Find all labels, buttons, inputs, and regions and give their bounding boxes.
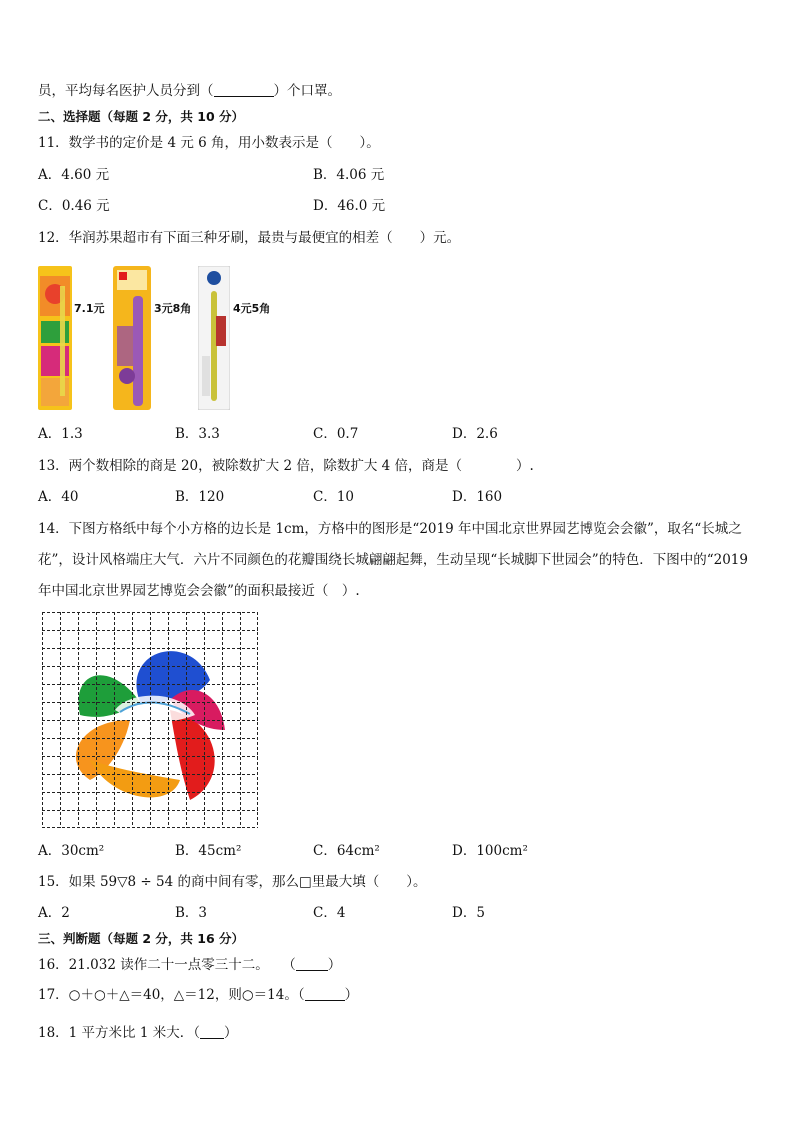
q12-option-c[interactable]: C．0.7 xyxy=(313,426,359,442)
grid-figure xyxy=(42,612,258,828)
toothbrush-package-2 xyxy=(113,266,151,410)
question-11: 11．数学书的定价是 4 元 6 角，用小数表示是（ ）。 xyxy=(38,135,380,151)
question-14-line-2: 花”，设计风格端庄大气．六片不同颜色的花瓣围绕长城翩翩起舞，生动呈现“长城脚下世园会”的特色．下图中的“2019 xyxy=(38,552,748,568)
q10-text: 员，平均每名医护人员分到（ xyxy=(38,83,214,99)
toothbrush-package-1 xyxy=(38,266,72,410)
question-12: 12．华润苏果超市有下面三种牙刷，最贵与最便宜的相差（ ）元。 xyxy=(38,230,461,246)
q10-tail xyxy=(38,82,341,100)
question-18 xyxy=(38,1024,237,1042)
q16-text: 16．21.032 读作二十一点零三十二。 （ xyxy=(38,957,296,973)
price-label-2: 3元8角 xyxy=(154,302,192,315)
question-13: 13．两个数相除的商是 20，被除数扩大 2 倍，除数扩大 4 倍，商是（ ）. xyxy=(38,458,534,474)
q15-option-d[interactable]: D．5 xyxy=(452,905,485,921)
section-heading-choice: 二、选择题（每题 2 分，共 10 分） xyxy=(38,109,245,124)
q11-option-d[interactable]: D．46.0 元 xyxy=(313,198,386,214)
question-15: 15．如果 59▽8 ÷ 54 的商中间有零，那么□里最大填（ ）。 xyxy=(38,874,427,890)
q16-close: ） xyxy=(327,957,342,973)
q17-close: ） xyxy=(344,987,359,1003)
question-17 xyxy=(38,986,358,1004)
q13-option-c[interactable]: C．10 xyxy=(313,489,355,505)
price-label-3: 4元5角 xyxy=(233,302,271,315)
q12-option-b[interactable]: B．3.3 xyxy=(175,426,220,442)
q18-close: ） xyxy=(223,1025,238,1041)
toothbrush-package-3 xyxy=(198,266,230,410)
q14-option-a[interactable]: A．30cm² xyxy=(38,843,105,859)
q15-option-c[interactable]: C．4 xyxy=(313,905,346,921)
section-heading-judgement: 三、判断题（每题 2 分，共 16 分） xyxy=(38,931,245,946)
q14-option-d[interactable]: D．100cm² xyxy=(452,843,528,859)
q13-option-d[interactable]: D．160 xyxy=(452,489,503,505)
q11-option-b[interactable]: B．4.06 元 xyxy=(313,167,385,183)
q11-option-a[interactable]: A．4.60 元 xyxy=(38,167,110,183)
q16-answer-blank[interactable] xyxy=(296,956,328,971)
question-14-line-3: 年中国北京世界园艺博览会会徽”的面积最接近（ ）. xyxy=(38,583,360,599)
q12-option-a[interactable]: A．1.3 xyxy=(38,426,83,442)
q11-option-c[interactable]: C．0.46 元 xyxy=(38,198,110,214)
question-14-line-1: 14．下图方格纸中每个小方格的边长是 1cm，方格中的图形是“2019 年中国北京世界园艺博览会会徽”，取名“长城之 xyxy=(38,521,742,537)
q10-text-end: ）个口罩。 xyxy=(273,83,341,99)
q18-answer-blank[interactable] xyxy=(200,1024,224,1039)
q15-option-b[interactable]: B．3 xyxy=(175,905,208,921)
answer-blank[interactable] xyxy=(214,82,274,97)
expo-emblem-on-grid xyxy=(42,612,258,828)
question-16 xyxy=(38,956,341,974)
q18-text: 18．1 平方米比 1 米大．（ xyxy=(38,1025,200,1041)
price-label-1: 7.1元 xyxy=(74,302,105,315)
q14-option-b[interactable]: B．45cm² xyxy=(175,843,242,859)
q12-option-d[interactable]: D．2.6 xyxy=(452,426,498,442)
q14-option-c[interactable]: C．64cm² xyxy=(313,843,380,859)
q17-text: 17．○＋○＋△＝40，△＝12，则○＝14。（ xyxy=(38,987,305,1003)
q17-answer-blank[interactable] xyxy=(305,986,345,1001)
q13-option-b[interactable]: B．120 xyxy=(175,489,225,505)
q15-option-a[interactable]: A．2 xyxy=(38,905,70,921)
q13-option-a[interactable]: A．40 xyxy=(38,489,79,505)
